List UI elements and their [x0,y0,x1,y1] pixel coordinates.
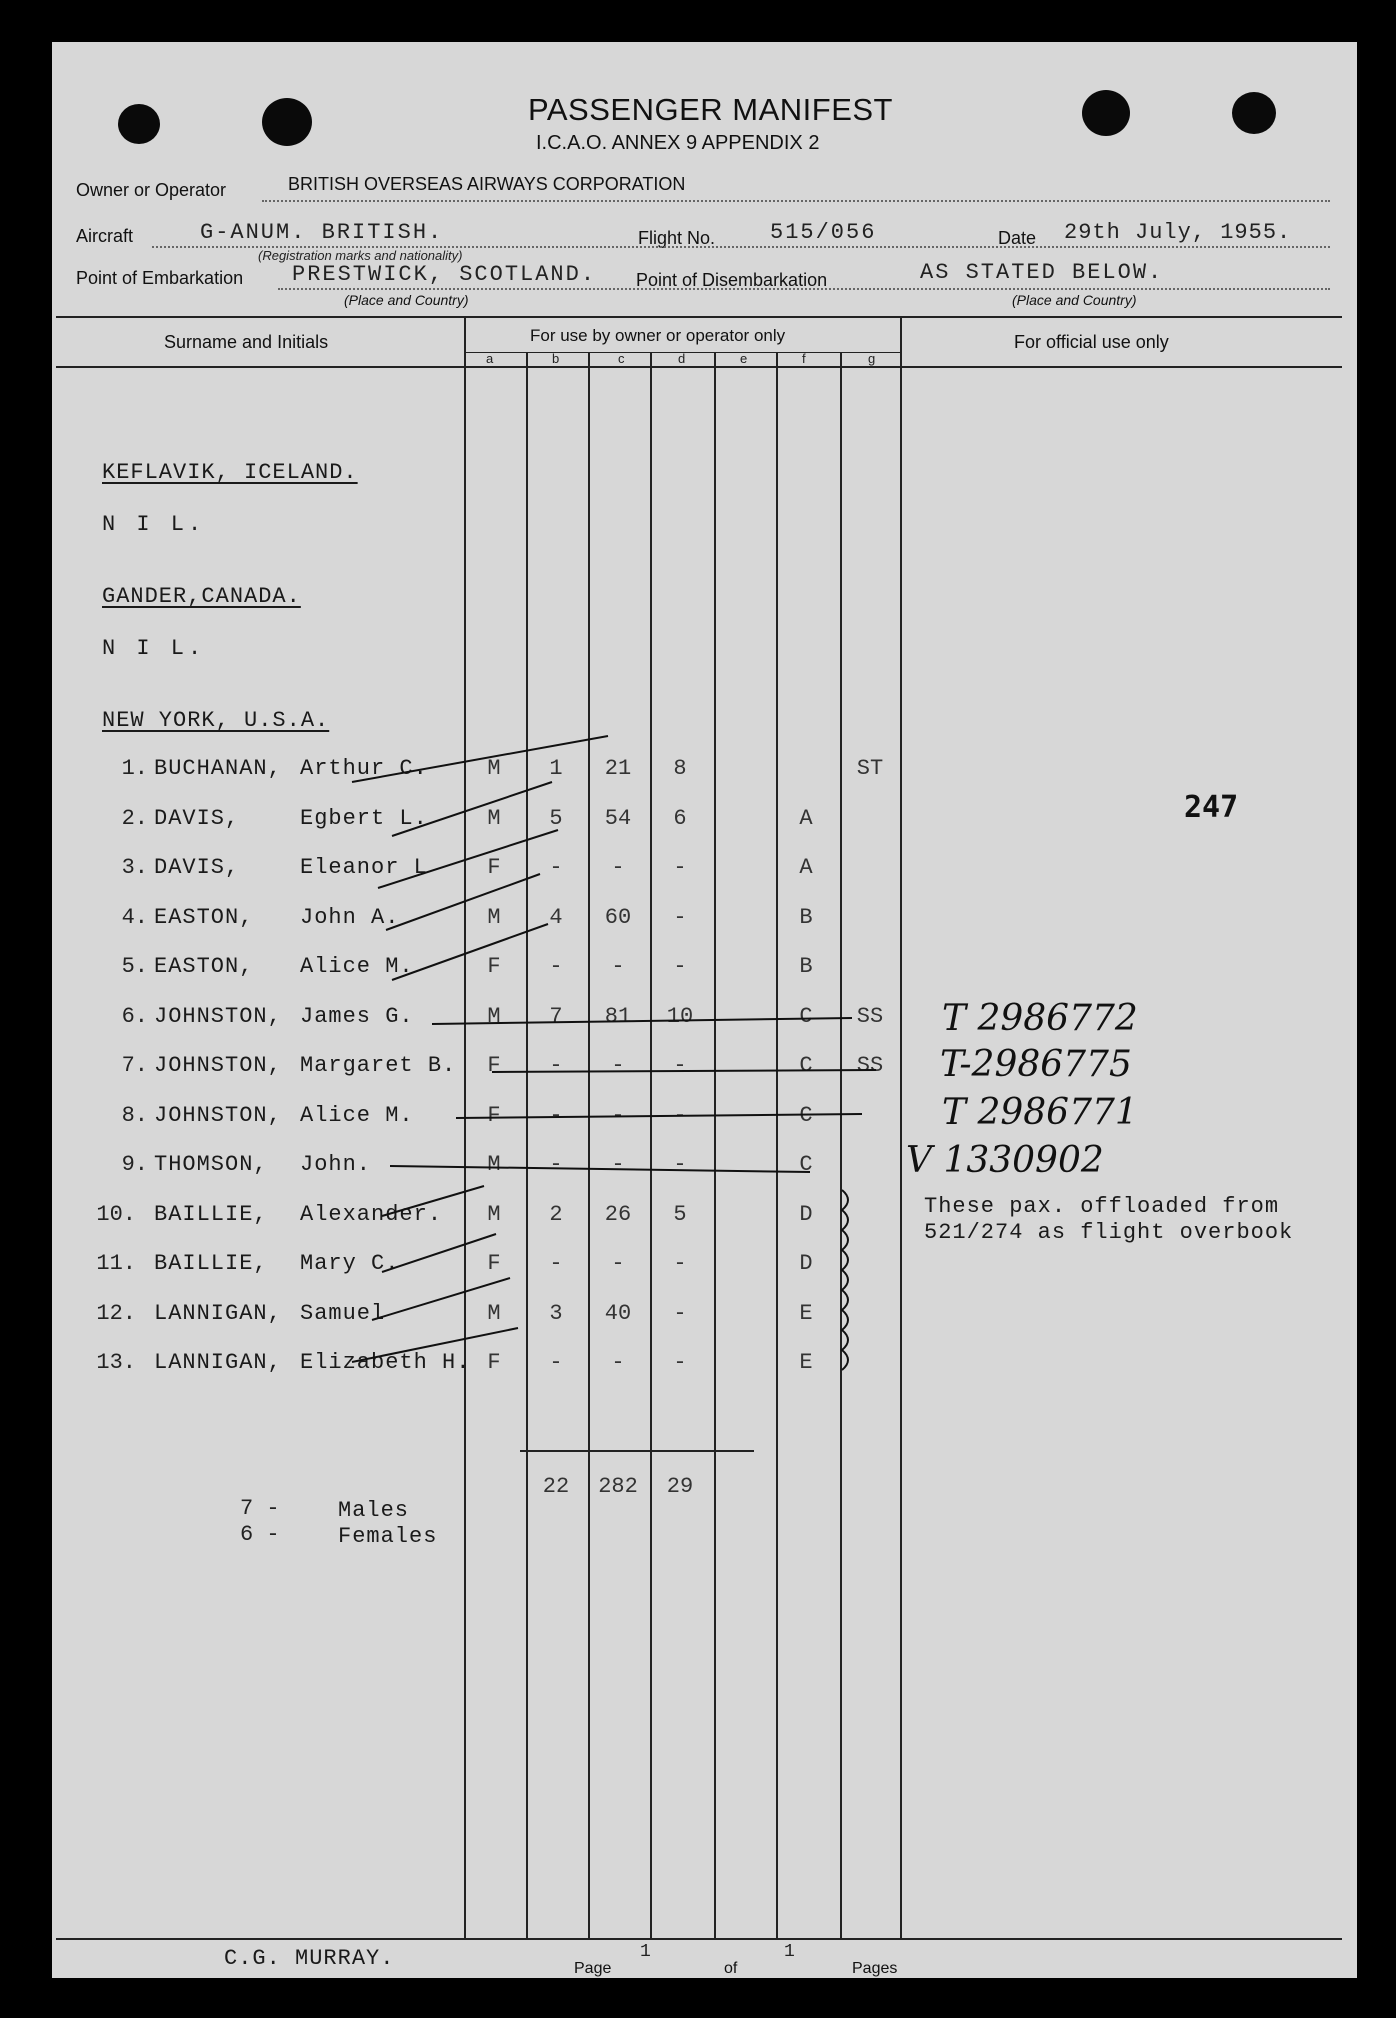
row-number: 3. [121,855,148,880]
col-f-value: E [799,1301,813,1326]
col-d-value: - [673,1053,687,1078]
col-a-value: F [487,1251,501,1276]
males-label: Males [338,1498,410,1523]
col-d-label: d [678,351,686,366]
col-d-value: - [673,954,687,979]
totals-rule [520,1450,754,1452]
handwritten-ref-6: T 2986772 [942,998,1138,1039]
females-count: 6 - [240,1522,280,1547]
destination-note: N I L. [102,636,206,661]
col-b-value: - [549,954,563,979]
embarkation-label: Point of Embarkation [76,268,244,288]
col-c-value: 54 [604,806,632,831]
passenger-surname: BUCHANAN, [154,756,282,781]
col-f-value: C [799,1103,813,1128]
of-label: of [724,1960,738,1977]
row-number: 4. [121,905,148,930]
col-d-value: - [673,1103,687,1128]
page-title: PASSENGER MANIFEST [528,92,893,127]
col-a-value: F [487,855,501,880]
col-c-value: - [611,1053,625,1078]
col-c-value: - [611,1152,625,1177]
registration-note: (Registration marks and nationality) [258,248,463,263]
col-c-value: - [611,1103,625,1128]
col-b-value: 5 [549,806,563,831]
col-b-value: - [549,1350,563,1375]
row-number: 8. [121,1103,148,1128]
owner-label: Owner or Operator [76,180,227,200]
col-g-label: g [868,351,876,366]
col-b-value: - [549,1053,563,1078]
owner-value: BRITISH OVERSEAS AIRWAYS CORPORATION [288,174,686,194]
destination-title: GANDER,CANADA. [102,584,301,609]
col-d-value: 10 [666,1004,694,1029]
col-f-value: A [799,806,813,831]
col-f-value: E [799,1350,813,1375]
passenger-surname: JOHNSTON, [154,1103,282,1128]
col-c-value: 26 [604,1202,632,1227]
passenger-surname: EASTON, [154,954,254,979]
col-c-value: 40 [604,1301,632,1326]
pages-total: 1 [784,1942,795,1962]
col-f-value: D [799,1202,813,1227]
row-number: 7. [121,1053,148,1078]
offload-note-line1: These pax. offloaded from [924,1194,1280,1219]
col-e-label: e [740,351,748,366]
col-a-value: F [487,1350,501,1375]
col-c-value: 60 [604,905,632,930]
col-b-value: - [549,1251,563,1276]
page-label: Page [574,1960,612,1977]
col-b-value: 1 [549,756,563,781]
total-d: 29 [666,1474,694,1499]
col-f-value: C [799,1152,813,1177]
col-g-value: ST [856,756,884,781]
passenger-surname: EASTON, [154,905,254,930]
col-f-value: C [799,1053,813,1078]
col-c-value: 21 [604,756,632,781]
row-number: 10. [96,1202,136,1227]
col-a-value: M [487,1202,501,1227]
passenger-given-name: Samuel [300,1301,386,1326]
row-number: 6. [121,1004,148,1029]
total-b: 22 [542,1474,570,1499]
col-a-value: M [487,756,501,781]
col-b-value: 2 [549,1202,563,1227]
place-note-left: (Place and Country) [344,292,469,308]
col-g-value: SS [856,1004,884,1029]
col-a-value: M [487,1152,501,1177]
col-f-value: B [799,954,813,979]
passenger-given-name: Alexander. [300,1202,443,1227]
destination-title: KEFLAVIK, ICELAND. [102,460,358,485]
place-note-right: (Place and Country) [1012,292,1137,308]
flight-value: 515/056 [770,220,877,245]
passenger-given-name: Elizabeth H. [300,1350,471,1375]
passenger-given-name: Eleanor L [300,855,428,880]
col-f-value: A [799,855,813,880]
col-d-value: - [673,855,687,880]
passenger-surname: DAVIS, [154,806,240,831]
passenger-given-name: Alice M. [300,954,414,979]
offload-note-line2: 521/274 as flight overbook [924,1220,1294,1245]
females-label: Females [338,1524,438,1549]
passenger-given-name: James G. [300,1004,414,1029]
col-d-value: 6 [673,806,687,831]
col-b-value: 7 [549,1004,563,1029]
footer-rule [56,1938,1342,1940]
col-b-value: - [549,1103,563,1128]
destination-note: N I L. [102,512,206,537]
col-d-value: 8 [673,756,687,781]
col-g-value: SS [856,1053,884,1078]
surname-header: Surname and Initials [164,332,329,352]
col-f-value: B [799,905,813,930]
owner-only-header: For use by owner or operator only [530,326,786,345]
row-number: 2. [121,806,148,831]
stamp-number: 247 [1184,790,1239,825]
passenger-surname: BAILLIE, [154,1202,268,1227]
passenger-surname: LANNIGAN, [154,1301,282,1326]
col-b-value: 4 [549,905,563,930]
aircraft-label: Aircraft [76,226,134,246]
disembarkation-value: AS STATED BELOW. [920,260,1164,285]
page-subtitle: I.C.A.O. ANNEX 9 APPENDIX 2 [536,132,820,154]
col-b-value: - [549,855,563,880]
destination-title: NEW YORK, U.S.A. [102,708,330,733]
col-c-value: - [611,855,625,880]
row-number: 9. [121,1152,148,1177]
passenger-given-name: Alice M. [300,1103,414,1128]
aircraft-value: G-ANUM. BRITISH. [200,220,444,245]
col-a-value: M [487,1004,501,1029]
col-a-value: M [487,1301,501,1326]
page-number: 1 [640,1942,651,1962]
col-a-value: M [487,806,501,831]
official-header: For official use only [1014,332,1169,352]
col-c-value: 81 [604,1004,632,1029]
passenger-given-name: John A. [300,905,400,930]
handwritten-ref-7: T-2986775 [940,1044,1132,1085]
passenger-given-name: Mary C. [300,1251,400,1276]
signed-by: C.G. MURRAY. [224,1946,395,1971]
passenger-surname: DAVIS, [154,855,240,880]
col-b-value: - [549,1152,563,1177]
col-d-value: - [673,905,687,930]
passenger-given-name: Egbert L. [300,806,428,831]
col-a-value: F [487,1103,501,1128]
col-a-value: M [487,905,501,930]
col-a-value: F [487,954,501,979]
handwritten-ref-8: T 2986771 [942,1092,1138,1133]
col-c-label: c [618,351,625,366]
col-c-value: - [611,1251,625,1276]
col-a-label: a [486,351,494,366]
passenger-surname: THOMSON, [154,1152,268,1177]
passenger-surname: JOHNSTON, [154,1053,282,1078]
col-a-value: F [487,1053,501,1078]
col-c-value: - [611,954,625,979]
col-f-value: C [799,1004,813,1029]
row-number: 5. [121,954,148,979]
passenger-surname: BAILLIE, [154,1251,268,1276]
col-d-value: 5 [673,1202,687,1227]
strike-marks [52,42,1357,1978]
passenger-surname: LANNIGAN, [154,1350,282,1375]
col-d-value: - [673,1350,687,1375]
col-d-value: - [673,1152,687,1177]
col-b-value: 3 [549,1301,563,1326]
passenger-given-name: Arthur C. [300,756,428,781]
passenger-surname: JOHNSTON, [154,1004,282,1029]
col-f-label: f [802,351,806,366]
date-value: 29th July, 1955. [1064,220,1292,245]
pages-label: Pages [852,1960,898,1977]
passenger-given-name: Margaret B. [300,1053,457,1078]
col-f-value: D [799,1251,813,1276]
row-number: 13. [96,1350,136,1375]
males-count: 7 - [240,1496,280,1521]
passenger-given-name: John. [300,1152,372,1177]
handwritten-ref-9: V 1330902 [906,1140,1104,1181]
disembarkation-label: Point of Disembarkation [636,270,828,290]
flight-label: Flight No. [638,228,716,248]
row-number: 1. [121,756,148,781]
col-b-label: b [552,351,560,366]
total-c: 282 [598,1474,638,1499]
col-d-value: - [673,1251,687,1276]
date-label: Date [998,228,1037,248]
col-c-value: - [611,1350,625,1375]
embarkation-value: PRESTWICK, SCOTLAND. [292,262,597,287]
col-d-value: - [673,1301,687,1326]
manifest-page [52,42,1357,1978]
row-number: 12. [96,1301,136,1326]
row-number: 11. [96,1251,136,1276]
